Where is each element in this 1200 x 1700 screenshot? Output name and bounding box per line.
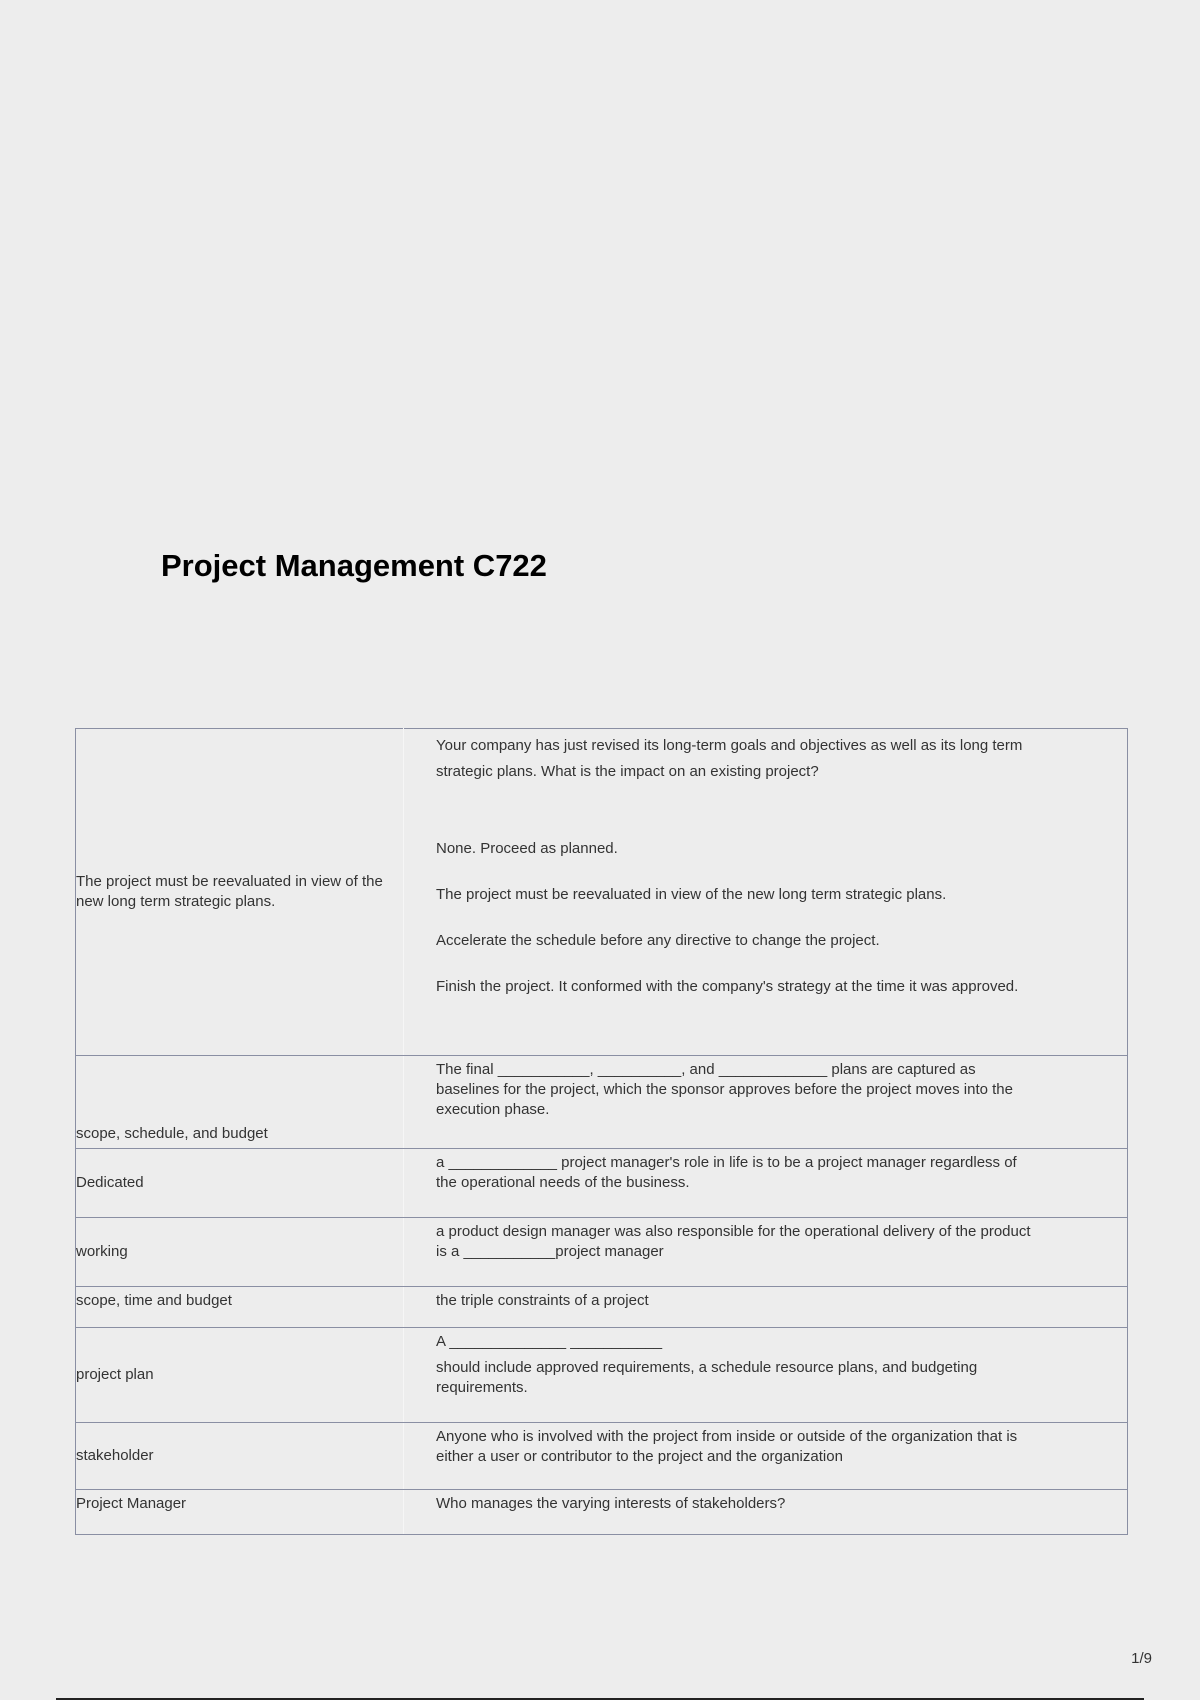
table-row [76, 1056, 1128, 1149]
definition-cell [404, 1490, 1128, 1535]
page-title: Project Management C722 [161, 548, 547, 583]
term-text: Project Manager [76, 1495, 187, 1512]
definition-cell [404, 1423, 1128, 1490]
term-cell [76, 1287, 404, 1328]
question-text: Who manages the varying interests of stakeholders? [436, 1495, 786, 1512]
option-text: Finish the project. It conformed with the company's strategy at the time it was approved. [436, 978, 1019, 995]
term-cell [76, 1056, 404, 1149]
definition-cell [404, 1218, 1128, 1287]
term-cell [76, 1328, 404, 1423]
table-row [76, 1149, 1128, 1218]
term-cell [76, 729, 404, 1056]
question-text: a _____________ project manager's role in life is to be a project manager regardless of the operational needs of the business. [436, 1154, 1017, 1191]
table-row [76, 1423, 1128, 1490]
definition-cell [404, 1328, 1128, 1423]
term-text: working [76, 1243, 128, 1260]
question-text: should include approved requirements, a schedule resource plans, and budgeting requirements. [436, 1359, 978, 1396]
flashcard-table [75, 728, 1128, 1535]
term-cell [76, 1490, 404, 1535]
term-text: Dedicated [76, 1174, 144, 1191]
question-text: Your company has just revised its long-term goals and objectives as well as its long term strategic plans. What is the impact on an existing project? [436, 737, 1023, 780]
option-text: None. Proceed as planned. [436, 840, 618, 857]
term-text: stakeholder [76, 1447, 154, 1464]
page-number: 1/9 [1131, 1650, 1152, 1667]
term-text: project plan [76, 1366, 154, 1383]
term-text: scope, time and budget [76, 1292, 232, 1309]
term-text: scope, schedule, and budget [76, 1125, 268, 1142]
table-row [76, 729, 1128, 1056]
definition-cell [404, 729, 1128, 1056]
question-text: The final ___________, __________, and _____________ plans are captured as baselines for the project, which the sponsor approves before the project moves into the execution phase. [436, 1061, 1013, 1118]
term-text: The project must be reevaluated in view of the new long term strategic plans. [76, 873, 383, 910]
question-text: the triple constraints of a project [436, 1292, 649, 1309]
question-text: Anyone who is involved with the project from inside or outside of the organization that is either a user or contributor to the project and the organization [436, 1428, 1018, 1465]
question-text: a product design manager was also responsible for the operational delivery of the product is a ___________project manager [436, 1223, 1031, 1260]
table-row [76, 1287, 1128, 1328]
table-row [76, 1328, 1128, 1423]
table-row [76, 1218, 1128, 1287]
term-cell [76, 1149, 404, 1218]
table-row [76, 1490, 1128, 1535]
definition-cell [404, 1149, 1128, 1218]
term-cell [76, 1423, 404, 1490]
definition-cell [404, 1056, 1128, 1149]
option-text: Accelerate the schedule before any directive to change the project. [436, 932, 880, 949]
term-cell [76, 1218, 404, 1287]
question-text: A ______________ ___________ [436, 1333, 663, 1350]
definition-cell [404, 1287, 1128, 1328]
option-text: The project must be reevaluated in view of the new long term strategic plans. [436, 886, 947, 903]
